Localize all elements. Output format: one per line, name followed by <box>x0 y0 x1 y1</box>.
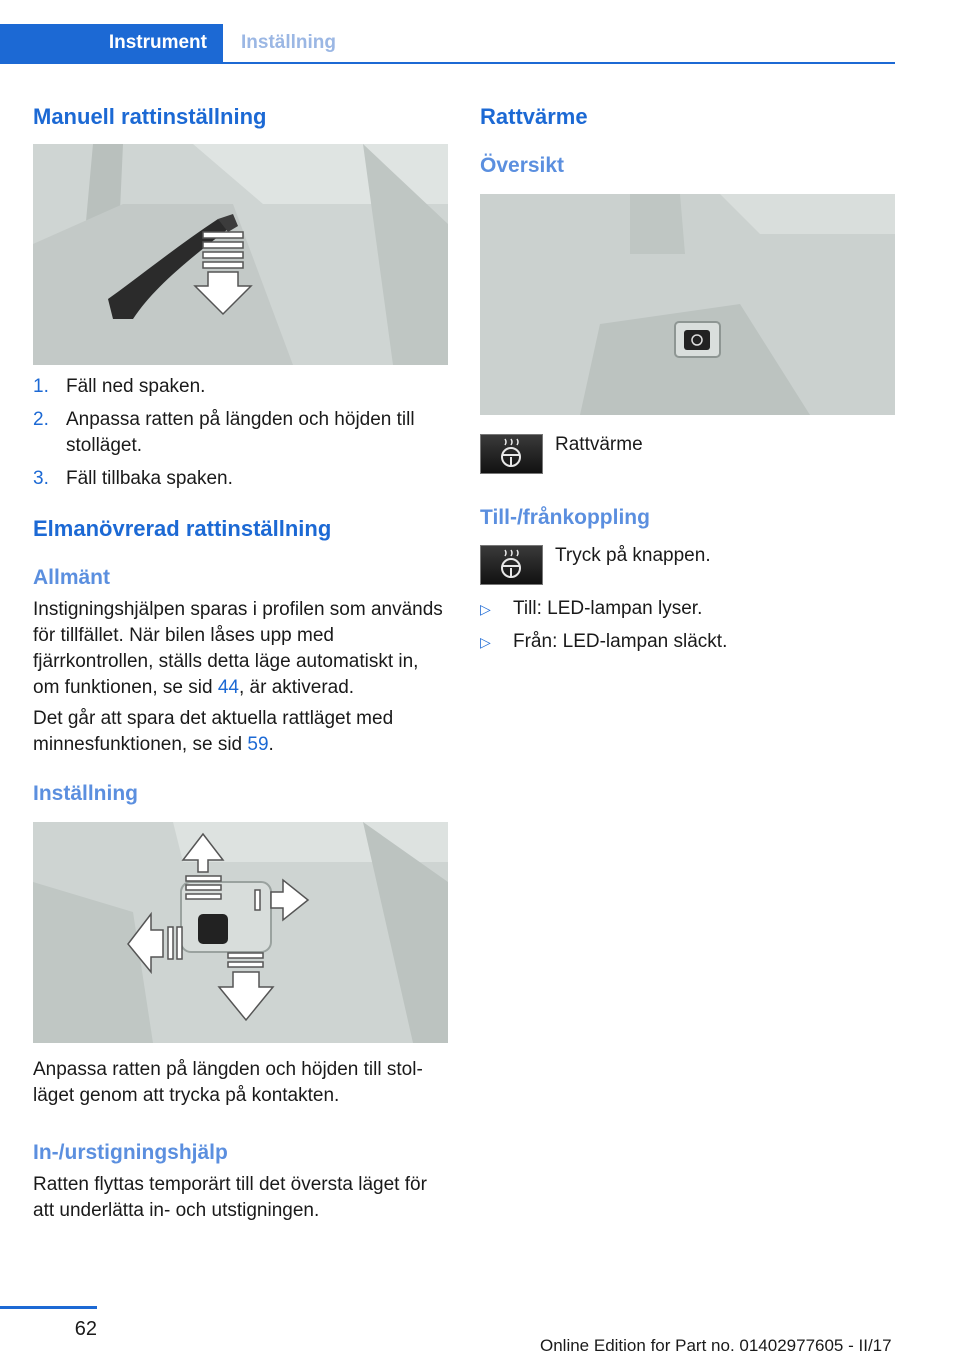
adjustment-steps <box>33 374 448 499</box>
heading-toggle: Till-/frånkoppling <box>480 506 650 529</box>
list-item <box>33 374 448 400</box>
bullet-text: Från: LED-lampan släckt. <box>513 631 728 652</box>
entry-aid-paragraph: Ratten flyttas temporärt till det översta läget för att underlätta in- och utstigningen. <box>33 1174 427 1221</box>
tab-instrument[interactable]: Instrument <box>0 24 223 62</box>
triangle-bullet-icon: ▷ <box>480 634 491 650</box>
triangle-bullet-icon: ▷ <box>480 601 491 617</box>
step-number: 2. <box>33 409 49 430</box>
setting-paragraph: Anpassa ratten på längden och höjden till stolläget genom att trycka på kontakten. <box>33 1059 423 1106</box>
step-text: Anpassa ratten på längden och höjden till stolläget. <box>66 409 415 456</box>
list-item <box>480 596 895 622</box>
heading-entry-aid: In-/urstigningshjälp <box>33 1141 228 1164</box>
led-status-list <box>480 596 895 662</box>
step-text: Fäll ned spaken. <box>66 376 206 397</box>
general-paragraph-1: Instigningshjälpen sparas i profilen som används för tillfället. När bilen låses upp med fjärrkontrollen, ställs detta läge automatiskt in, om funktionen, se sid 44, är aktiverad. <box>33 599 443 698</box>
page-link-59[interactable]: 59 <box>247 734 269 755</box>
switch-arrows-illustration <box>33 822 448 1043</box>
steering-heat-icon <box>480 434 543 474</box>
step-text: Fäll tillbaka spaken. <box>66 468 233 489</box>
bullet-text: Till: LED-lampan lyser. <box>513 598 703 619</box>
list-item <box>480 629 895 655</box>
edition-note: Online Edition for Part no. 01402977605 - II/17 <box>540 1336 892 1355</box>
page-link-44[interactable]: 44 <box>217 677 239 698</box>
heading-electric-adjustment: Elmanövrerad rattinställning <box>33 516 332 541</box>
general-paragraph-2: Det går att spara det aktuella rattläget med minnesfunktionen, se sid 59. <box>33 708 394 755</box>
steering-heat-button-icon <box>480 545 543 585</box>
heated-wheel-button-illustration <box>480 194 895 415</box>
chapter-tabbar <box>0 24 895 64</box>
list-item <box>33 466 448 492</box>
heading-setting: Inställning <box>33 782 138 805</box>
step-number: 1. <box>33 376 49 397</box>
heading-steering-heat: Rattvärme <box>480 104 588 129</box>
step-number: 3. <box>33 468 49 489</box>
tab-installning[interactable]: Inställning <box>241 32 336 53</box>
heading-manual-adjustment: Manuell rattinställning <box>33 104 267 129</box>
steering-heat-icon-label: Rattvärme <box>555 434 643 455</box>
toggle-instruction: Tryck på knappen. <box>555 545 711 566</box>
page-number: 62 <box>74 1318 97 1340</box>
list-item <box>33 407 448 459</box>
footer-rule <box>0 1306 97 1309</box>
heading-general: Allmänt <box>33 566 111 589</box>
heading-overview: Översikt <box>480 154 565 177</box>
lever-illustration <box>33 144 448 365</box>
